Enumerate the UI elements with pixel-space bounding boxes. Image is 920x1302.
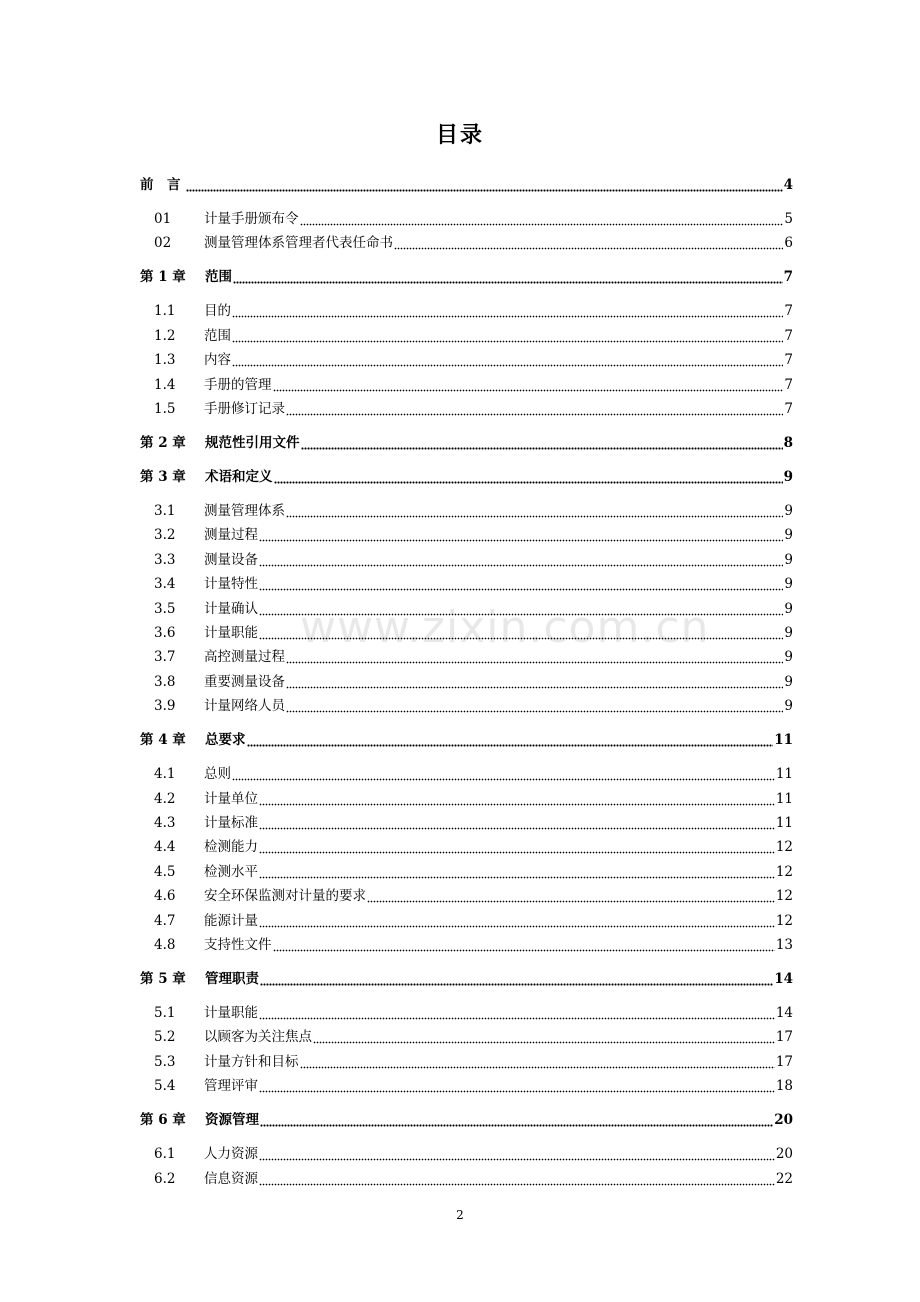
dot-leader <box>259 577 783 591</box>
toc-entry-number: 6.1 <box>154 1146 176 1163</box>
toc-entry-title: 总要求 <box>205 732 246 749</box>
toc-entry-number: 4.8 <box>154 937 176 953</box>
toc-entry-title: 计量职能 <box>204 625 258 641</box>
toc-section-entry[interactable] <box>140 669 793 691</box>
toc-entry-title: 计量网络人员 <box>204 698 285 715</box>
dot-leader <box>301 436 783 450</box>
toc-entry-page: 13 <box>775 937 793 953</box>
dot-leader <box>232 353 783 367</box>
dot-leader <box>259 914 775 928</box>
dot-leader <box>286 402 783 416</box>
toc-entry-page: 11 <box>774 732 793 749</box>
toc-entry-title: 手册的管理 <box>204 376 272 393</box>
toc-entry-page: 17 <box>775 1029 793 1046</box>
toc-entry-number: 3.2 <box>154 527 176 544</box>
toc-entry-number: 第 3 章 <box>140 469 186 485</box>
dot-leader <box>274 470 783 484</box>
dot-leader <box>247 733 774 747</box>
toc-entry-number: 前 言 <box>140 177 181 193</box>
toc-entry-number: 4.5 <box>154 863 176 880</box>
toc-entry-title: 计量标准 <box>204 815 258 831</box>
toc-section-entry[interactable] <box>140 372 793 394</box>
toc-section-entry[interactable] <box>140 620 793 642</box>
toc-entry-number: 3.4 <box>154 576 176 593</box>
toc-chapter-entry[interactable] <box>140 1107 793 1129</box>
toc-chapter-entry[interactable] <box>140 966 793 988</box>
toc-entry-page: 12 <box>775 888 793 905</box>
toc-entry-page: 4 <box>783 177 793 193</box>
toc-entry-title: 检测水平 <box>204 863 258 880</box>
toc-section-entry[interactable] <box>140 786 793 808</box>
toc-entry-page: 9 <box>784 527 793 544</box>
toc-entry-page: 14 <box>775 1005 793 1021</box>
toc-entry-page: 7 <box>784 401 793 417</box>
dot-leader <box>260 1113 773 1127</box>
dot-leader <box>259 1006 775 1020</box>
dot-leader <box>259 553 783 567</box>
toc-entry-number: 3.6 <box>154 625 176 641</box>
toc-entry-page: 12 <box>775 863 793 880</box>
toc-entry-page: 7 <box>784 352 793 369</box>
toc-entry-title: 计量确认 <box>204 600 258 617</box>
toc-section-entry[interactable] <box>140 1000 793 1022</box>
toc-entry-title: 测量过程 <box>204 527 258 544</box>
toc-entry-title: 测量管理体系管理者代表任命书 <box>204 235 393 252</box>
toc-section-entry[interactable] <box>140 230 793 252</box>
toc-entry-page: 9 <box>783 469 793 485</box>
toc-entry-number: 3.8 <box>154 673 176 690</box>
dot-leader <box>259 816 775 830</box>
toc-entry-title: 重要测量设备 <box>204 673 285 690</box>
toc-section-entry[interactable] <box>140 834 793 856</box>
toc-entry-page: 11 <box>775 790 793 807</box>
toc-entry-number: 1.3 <box>154 352 176 369</box>
toc-entry-page: 17 <box>775 1053 793 1070</box>
dot-leader <box>232 767 775 781</box>
toc-entry-page: 9 <box>784 551 793 568</box>
toc-entry-title: 高控测量过程 <box>204 649 285 666</box>
toc-section-entry[interactable] <box>140 644 793 666</box>
toc-entry-title: 管理评审 <box>204 1078 258 1095</box>
toc-entry-page: 14 <box>774 971 793 987</box>
toc-entry-number: 3.5 <box>154 600 176 617</box>
dot-leader <box>286 699 783 713</box>
toc-entry-title: 测量管理体系 <box>204 503 285 519</box>
toc-entry-title: 计量方针和目标 <box>204 1053 299 1070</box>
toc-entry-page: 9 <box>784 503 793 519</box>
toc-entry-number: 1.1 <box>154 303 176 320</box>
toc-entry-page: 5 <box>784 211 793 227</box>
dot-leader <box>259 1079 775 1093</box>
toc-entry-title: 总则 <box>204 766 231 783</box>
toc-entry-number: 4.1 <box>154 766 176 783</box>
toc-section-entry[interactable] <box>140 908 793 930</box>
dot-leader <box>233 270 783 284</box>
toc-section-entry[interactable] <box>140 323 793 345</box>
dot-leader <box>286 504 783 518</box>
toc-entry-page: 9 <box>784 600 793 617</box>
dot-leader <box>286 650 783 664</box>
dot-leader <box>186 178 783 192</box>
toc-entry-title: 计量特性 <box>204 576 258 593</box>
toc-entry-number: 3.7 <box>154 649 176 666</box>
toc-entry-number: 5.3 <box>154 1053 176 1070</box>
toc-entry-number: 第 4 章 <box>140 732 186 749</box>
toc-section-entry[interactable] <box>140 932 793 954</box>
toc-section-entry[interactable] <box>140 1024 793 1046</box>
toc-entry-number: 4.4 <box>154 839 176 856</box>
toc-entry-page: 9 <box>784 673 793 690</box>
toc-entry-page: 12 <box>775 912 793 929</box>
toc-entry-page: 12 <box>775 839 793 856</box>
toc-chapter-entry[interactable] <box>140 430 793 452</box>
toc-entry-number: 4.7 <box>154 912 176 929</box>
toc-entry-number: 4.6 <box>154 888 176 905</box>
dot-leader <box>273 378 784 392</box>
toc-section-entry[interactable] <box>140 396 793 418</box>
toc-entry-page: 22 <box>775 1170 793 1187</box>
toc-entry-number: 第 1 章 <box>140 269 186 286</box>
toc-chapter-entry[interactable] <box>140 727 793 749</box>
toc-section-entry[interactable] <box>140 571 793 593</box>
toc-entry-title: 目的 <box>204 303 231 320</box>
toc-entry-number: 1.5 <box>154 401 176 417</box>
dot-leader <box>259 865 775 879</box>
toc-entry-title: 能源计量 <box>204 912 258 929</box>
dot-leader <box>313 1030 775 1044</box>
toc-section-entry[interactable] <box>140 1073 793 1095</box>
toc-entry-title: 规范性引用文件 <box>205 435 300 451</box>
toc-entry-title: 检测能力 <box>204 839 258 856</box>
page-number: 2 <box>456 1208 464 1222</box>
toc-section-entry[interactable] <box>140 883 793 905</box>
dot-leader <box>260 972 773 986</box>
toc-entry-number: 3.9 <box>154 698 176 715</box>
toc-section-entry[interactable] <box>140 761 793 783</box>
toc-entry-page: 7 <box>783 269 793 286</box>
toc-entry-title: 安全环保监测对计量的要求 <box>204 888 366 905</box>
toc-section-entry[interactable] <box>140 1049 793 1071</box>
toc-entry-title: 范围 <box>204 327 231 344</box>
dot-leader <box>394 236 783 250</box>
toc-section-entry[interactable] <box>140 206 793 228</box>
toc-entry-title: 信息资源 <box>204 1170 258 1187</box>
toc-entry-page: 7 <box>784 303 793 320</box>
toc-entry-page: 8 <box>783 435 793 451</box>
toc-entry-page: 20 <box>775 1146 793 1163</box>
toc-section-entry[interactable] <box>140 498 793 520</box>
toc-entry-title: 计量职能 <box>204 1005 258 1021</box>
toc-entry-number: 第 5 章 <box>140 971 186 987</box>
toc-entry-number: 6.2 <box>154 1170 176 1187</box>
toc-entry-page: 9 <box>784 698 793 715</box>
toc-entry-title: 测量设备 <box>204 551 258 568</box>
dot-leader <box>259 1147 775 1161</box>
toc-entry-title: 支持性文件 <box>204 937 272 953</box>
toc-entry-number: 第 6 章 <box>140 1112 186 1129</box>
toc-entry-number: 5.1 <box>154 1005 176 1021</box>
toc-entry-title: 计量单位 <box>204 790 258 807</box>
toc-section-entry[interactable] <box>140 859 793 881</box>
toc-entry-number: 5.2 <box>154 1029 176 1046</box>
toc-section-entry[interactable] <box>140 1141 793 1163</box>
dot-leader <box>300 212 784 226</box>
toc-entry-number: 5.4 <box>154 1078 176 1095</box>
dot-leader <box>286 675 783 689</box>
dot-leader <box>232 304 783 318</box>
toc-entry-page: 20 <box>774 1112 793 1129</box>
toc-section-entry[interactable] <box>140 596 793 618</box>
toc-entry-page: 11 <box>775 766 793 783</box>
toc-entry-number: 4.2 <box>154 790 176 807</box>
toc-section-entry[interactable] <box>140 1166 793 1188</box>
dot-leader <box>259 602 783 616</box>
toc-section-entry[interactable] <box>140 547 793 569</box>
toc-chapter-entry[interactable] <box>140 172 793 194</box>
toc-section-entry[interactable] <box>140 347 793 369</box>
dot-leader <box>259 792 775 806</box>
toc-entry-page: 9 <box>784 649 793 666</box>
toc-entry-title: 资源管理 <box>205 1112 259 1129</box>
toc-entry-title: 术语和定义 <box>205 469 273 485</box>
toc-entry-page: 7 <box>784 327 793 344</box>
toc-entry-page: 9 <box>784 576 793 593</box>
toc-entry-title: 计量手册颁布令 <box>204 211 299 227</box>
toc-entry-title: 内容 <box>204 352 231 369</box>
toc-section-entry[interactable] <box>140 298 793 320</box>
toc-entry-page: 7 <box>784 376 793 393</box>
dot-leader <box>259 1172 775 1186</box>
dot-leader <box>259 528 783 542</box>
dot-leader <box>367 889 775 903</box>
toc-entry-page: 9 <box>784 625 793 641</box>
toc-chapter-entry[interactable] <box>140 464 793 486</box>
toc-entry-page: 6 <box>784 235 793 252</box>
toc-entry-title: 人力资源 <box>204 1146 258 1163</box>
dot-leader <box>300 1055 775 1069</box>
toc-chapter-entry[interactable] <box>140 264 793 286</box>
toc-entry-number: 3.3 <box>154 551 176 568</box>
dot-leader <box>259 840 775 854</box>
dot-leader <box>259 626 783 640</box>
toc-section-entry[interactable] <box>140 693 793 715</box>
toc-entry-number: 1.2 <box>154 327 176 344</box>
toc-entry-number: 1.4 <box>154 376 176 393</box>
toc-section-entry[interactable] <box>140 522 793 544</box>
toc-entry-title: 手册修订记录 <box>204 401 285 417</box>
toc-entry-page: 11 <box>775 815 793 831</box>
toc-section-entry[interactable] <box>140 810 793 832</box>
dot-leader <box>273 938 775 952</box>
toc-entry-number: 4.3 <box>154 815 176 831</box>
toc-entry-title: 范围 <box>205 269 232 286</box>
toc-entry-page: 18 <box>775 1078 793 1095</box>
toc-entry-number: 3.1 <box>154 503 176 519</box>
toc-entry-number: 02 <box>154 235 172 252</box>
toc-entry-number: 01 <box>154 211 172 227</box>
toc-entry-number: 第 2 章 <box>140 435 186 451</box>
dot-leader <box>232 329 783 343</box>
toc-entry-title: 以顾客为关注焦点 <box>204 1029 312 1046</box>
toc-entry-title: 管理职责 <box>205 971 259 987</box>
page-title: 目录 <box>435 123 484 148</box>
